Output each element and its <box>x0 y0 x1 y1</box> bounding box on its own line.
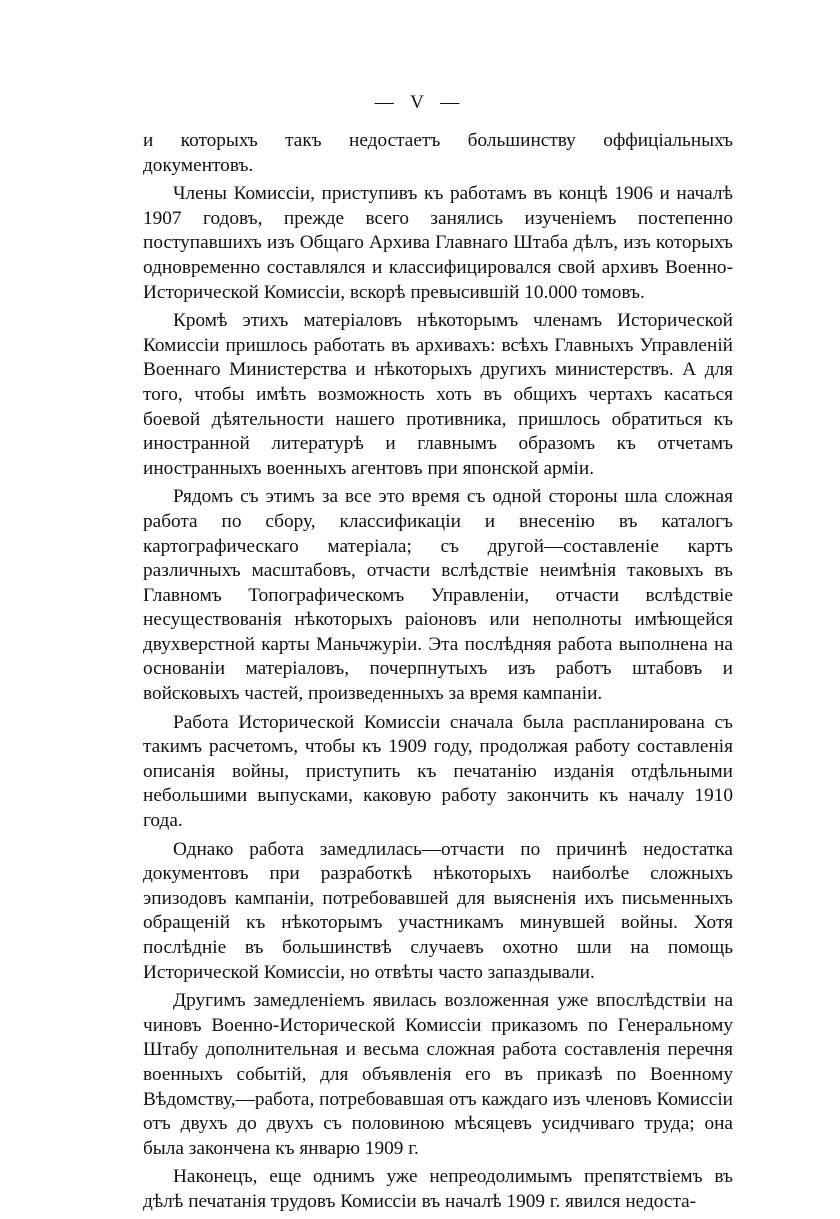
paragraph-commission-members: Члены Комиссіи, приступивъ къ работамъ въ концѣ 1906 и началѣ 1907 годовъ, прежде всего занялись изученіемъ постепенно поступавшихъ изъ Общаго Архива Главнаго Штаба дѣлъ, изъ которыхъ одновременно составлялся и классифицировался свой архивъ Военно-Исторической Комиссіи, вскорѣ превысившій 10.000 томовъ. <box>143 183 733 303</box>
paragraph-delays: Однако работа замедлилась—отчасти по причинѣ недостатка документовъ при разработкѣ нѣкоторыхъ наиболѣе сложныхъ эпизодовъ кампаніи, потребовавшей для выясненія ихъ письменныхъ обращеній къ нѣкоторымъ участникамъ минувшей войны. Хотя послѣдніе въ большинствѣ случаевъ охотно шли на помощь Исторической Комиссіи, но отвѣты часто запаздывали. <box>143 838 733 983</box>
paragraph-additional-work: Другимъ замедленіемъ явилась возложенная уже впослѣдствіи на чиновъ Военно-Исторической Комиссіи приказомъ по Генеральному Штабу дополнительная и весьма сложная работа составленія перечня военныхъ событій, для объявленія его въ приказѣ по Военному Вѣдомству,—работа, потребовавшая отъ каждаго изъ членовъ Комиссіи отъ двухъ до двухъ съ половиною мѣсяцевъ усидчиваго труда; она была закончена къ январю 1909 г. <box>143 990 733 1159</box>
body-text <box>143 129 733 1219</box>
paragraph-work-plan: Работа Исторической Комиссіи сначала была распланирована съ такимъ расчетомъ, чтобы къ 1909 году, продолжая работу составленія описанія войны, приступить къ печатанію изданія отдѣльными небольшими выпусками, каковую работу закончить къ началу 1910 года. <box>143 711 733 832</box>
paragraph-archives: Кромѣ этихъ матеріаловъ нѣкоторымъ членамъ Исторической Комиссіи пришлось работать въ архивахъ: всѣхъ Главныхъ Управленій Военнаго Министерства и нѣкоторыхъ другихъ министерствъ. А для того, чтобы имѣть возможность хоть въ общихъ чертахъ касаться боевой дѣятельности нашего противника, пришлось обратиться къ иностранной литературѣ и главнымъ образомъ къ отчетамъ иностранныхъ военныхъ агентовъ при японской арміи. <box>143 310 733 479</box>
paragraph-cartography: Рядомъ съ этимъ за все это время съ одной стороны шла сложная работа по сбору, классификаціи и внесенію въ каталогъ картографическаго матеріала; съ другой—составленіе картъ различныхъ масштабовъ, отчасти вслѣдствіе неимѣнія таковыхъ въ Главномъ Топографическомъ Управленіи, отчасти вслѣдствіе несуществованія нѣкоторыхъ раіоновъ или неполноты имѣющейся двухверстной карты Маньчжуріи. Эта послѣдняя работа выполнена на основаніи матеріаловъ, почерпнутыхъ изъ работъ штабовъ и войсковыхъ частей, произведенныхъ за время кампаніи. <box>143 486 733 705</box>
paragraph-continuation: и которыхъ такъ недостаетъ большинству оффиціальныхъ документовъ. <box>143 130 733 176</box>
paragraph-final-obstacle: Наконецъ, еще однимъ уже непреодолимымъ препятствіемъ въ дѣлѣ печатанія трудовъ Комиссіи въ началѣ 1909 г. явился недоста- <box>143 1166 733 1212</box>
page-number-header: — V — <box>374 92 466 113</box>
